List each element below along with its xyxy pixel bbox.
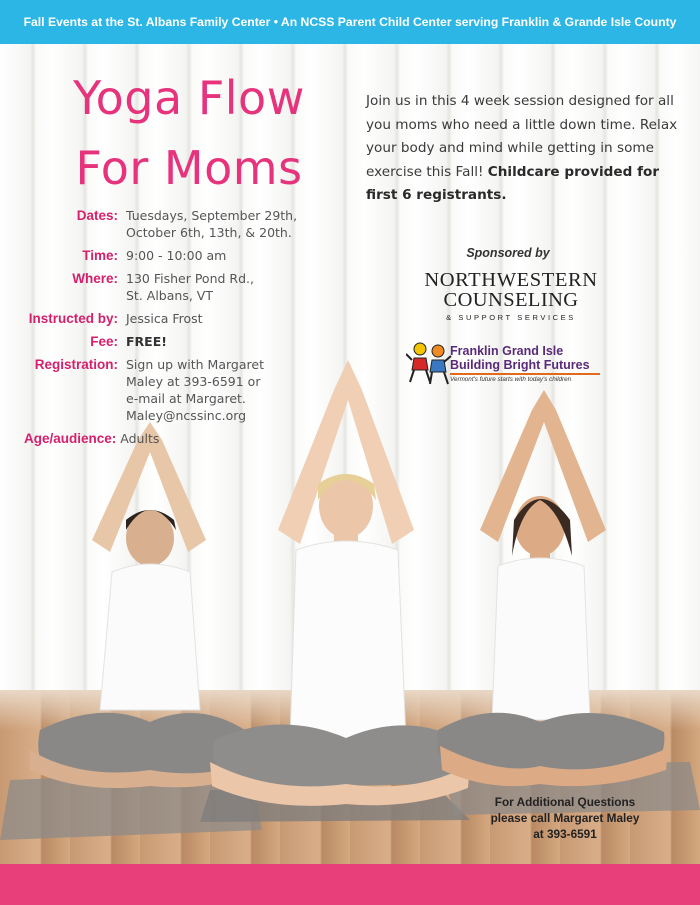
detail-row-audience: [24, 430, 358, 447]
detail-value: Sign up with Margaret Maley at 393-6591 or e-mail at Margaret. Maley@ncssinc.org: [126, 357, 264, 423]
detail-value: 130 Fisher Pond Rd., St. Albans, VT: [126, 271, 254, 303]
contact-note: [478, 794, 652, 842]
detail-row-dates: [18, 207, 358, 241]
detail-label: Fee:: [90, 334, 118, 349]
fgi-underline: [450, 373, 600, 375]
woman-left: [30, 422, 262, 788]
fgi-line-1: Franklin Grand Isle: [450, 344, 564, 358]
detail-row-registration: [18, 356, 358, 424]
detail-row-instructor: [18, 310, 358, 327]
nw-line-1: NORTHWESTERN: [424, 269, 598, 291]
event-title: [24, 64, 354, 204]
contact-line-2: please call Margaret Maley: [490, 811, 640, 825]
contact-line-3: at 393-6591: [533, 827, 597, 841]
children-icon: [406, 340, 452, 386]
detail-label: Where:: [72, 271, 118, 286]
northwestern-logo: [414, 270, 608, 322]
fgi-logo: [406, 340, 618, 388]
fgi-text: [450, 344, 620, 383]
detail-value: Adults: [120, 431, 160, 446]
title-line-1: Yoga Flow: [73, 71, 305, 125]
detail-row-where: [18, 270, 358, 304]
nw-line-3: & SUPPORT SERVICES: [446, 313, 576, 322]
nw-line-2: COUNSELING: [443, 289, 579, 311]
intro-text: Join us in this 4 week session designed for all you moms who need a little down time. Relax your body and mind while getting in some exercise this Fall!: [366, 93, 678, 180]
intro-paragraph: [366, 90, 686, 208]
detail-value: Tuesdays, September 29th, October 6th, 13th, & 20th.: [126, 208, 298, 240]
detail-row-time: [18, 247, 358, 264]
fgi-line-2: Building Bright Futures: [450, 358, 590, 372]
detail-label: Age/audience:: [24, 431, 117, 446]
woman-right: [437, 390, 668, 786]
fgi-tagline: Vermont's future starts with today's children: [450, 376, 572, 383]
sponsored-by-heading: Sponsored by: [466, 246, 550, 260]
contact-line-1: For Additional Questions: [494, 795, 636, 809]
detail-value: Jessica Frost: [126, 311, 203, 326]
detail-value: 9:00 - 10:00 am: [126, 248, 227, 263]
event-details: [18, 207, 358, 453]
intro-childcare: Childcare provided for first 6 registrants.: [366, 163, 660, 203]
detail-label: Instructed by:: [28, 311, 118, 326]
detail-value: FREE!: [126, 334, 167, 349]
detail-label: Time:: [82, 248, 118, 263]
title-line-2: For Moms: [75, 140, 303, 195]
detail-row-fee: [18, 333, 358, 350]
detail-label: Dates:: [76, 208, 118, 223]
bottom-bar: [0, 864, 700, 905]
top-banner: Fall Events at the St. Albans Family Center • An NCSS Parent Child Center serving Franklin & Grande Isle County: [0, 0, 700, 44]
detail-label: Registration:: [34, 357, 118, 372]
